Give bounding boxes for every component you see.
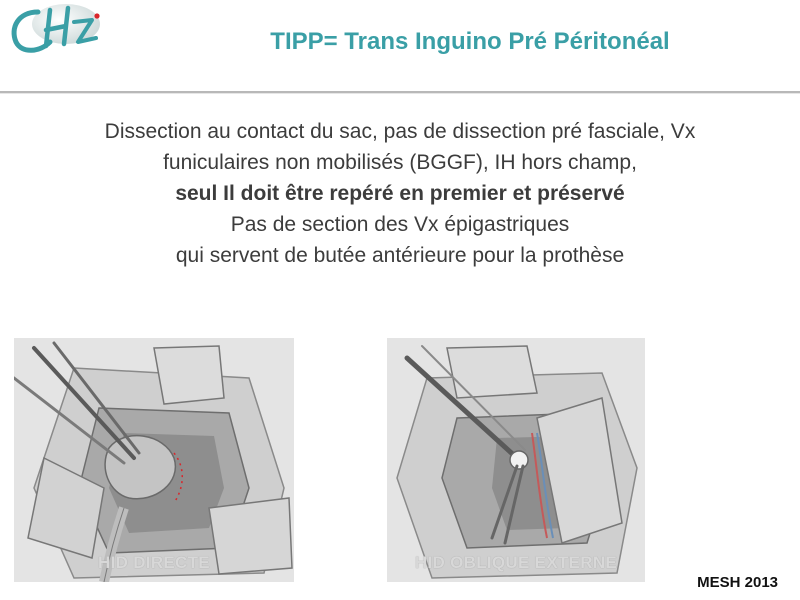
- figure-caption: HID OBLIQUE EXTERNE: [414, 553, 618, 572]
- figure-caption: HID DIRECTE: [98, 553, 210, 572]
- footer-label: MESH 2013: [697, 574, 778, 591]
- surgical-illustration-oblique: [387, 338, 645, 582]
- body-line-emphasis: seul Il doit être repéré en premier et préservé: [175, 182, 625, 205]
- body-line: qui servent de butée antérieure pour la prothèse: [175, 244, 625, 267]
- header-divider: [0, 91, 800, 93]
- body-line: Pas de section des Vx épigastriques: [230, 213, 570, 236]
- chz-logo: [4, 2, 108, 60]
- body-line: funiculaires non mobilisés (BGGF), IH hors champ,: [163, 151, 637, 174]
- body-line: Dissection au contact du sac, pas de dissection pré fasciale, Vx: [104, 120, 696, 143]
- slide-body: [0, 116, 800, 271]
- surgical-illustration-direct: [14, 338, 294, 582]
- slide-title: TIPP= Trans Inguino Pré Péritonéal: [270, 28, 670, 55]
